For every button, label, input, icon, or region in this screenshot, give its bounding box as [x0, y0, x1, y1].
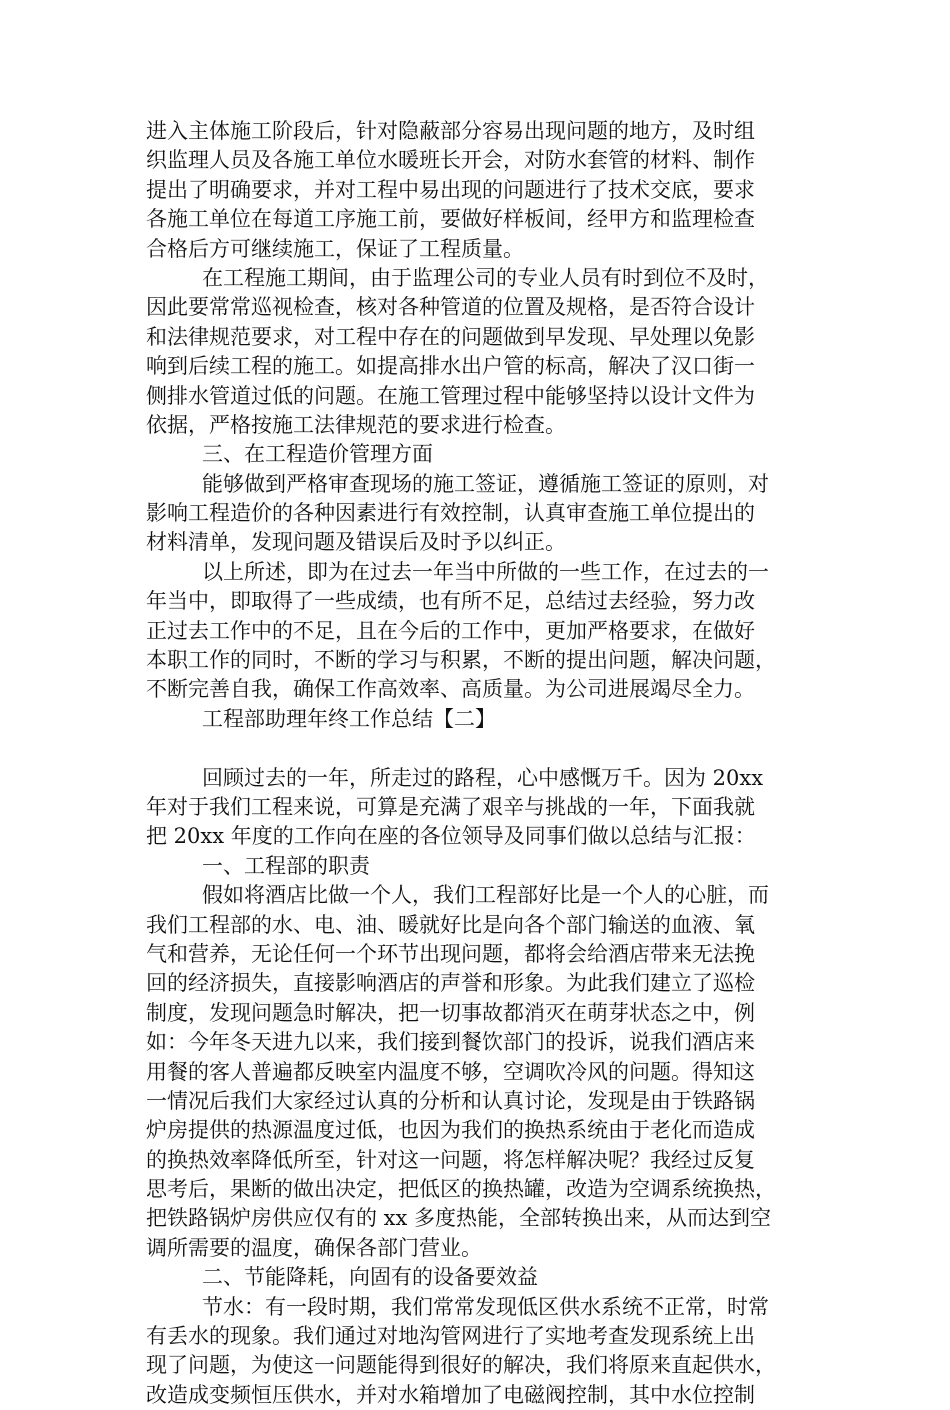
text-line: 我们工程部的水、电、油、暖就好比是向各个部门输送的血液、氧 [146, 912, 755, 937]
text-line: 节水：有一段时期，我们常常发现低区供水系统不正常，时常 [202, 1294, 769, 1319]
text-line: 把铁路锅炉房供应仅有的 xx 多度热能，全部转换出来，从而达到空 [146, 1206, 772, 1231]
text-line: 和法律规范要求，对工程中存在的问题做到早发现、早处理以免影 [146, 324, 755, 349]
text-line: 进入主体施工阶段后，针对隐蔽部分容易出现问题的地方，及时组 [146, 119, 755, 143]
document-page [146, 117, 818, 1410]
text-line: 一情况后我们大家经过认真的分析和认真讨论，发现是由于铁路锅 [146, 1088, 755, 1113]
text-line: 假如将酒店比做一个人，我们工程部好比是一个人的心脏，而 [202, 883, 769, 908]
text-line: 在工程施工期间，由于监理公司的专业人员有时到位不及时， [202, 265, 769, 290]
text-line: 回的经济损失，直接影响酒店的声誉和形象。为此我们建立了巡检 [146, 971, 755, 996]
text-line: 改造成变频恒压供水，并对水箱增加了电磁阀控制，其中水位控制 [146, 1382, 755, 1407]
text-line: 如：今年冬天进九以来，我们接到餐饮部门的投诉，说我们酒店来 [146, 1030, 755, 1055]
text-line: 制度，发现问题急时解决，把一切事故都消灭在萌芽状态之中，例 [146, 1000, 755, 1025]
text-line: 现了问题，为使这一问题能得到很好的解决，我们将原来直起供水， [146, 1353, 776, 1378]
text-line: 响到后续工程的施工。如提高排水出户管的标高，解决了汉口街一 [146, 354, 755, 379]
text-line: 炉房提供的热源温度过低，也因为我们的换热系统由于老化而造成 [146, 1118, 755, 1143]
text-line: 依据，严格按施工法律规范的要求进行检查。 [146, 412, 566, 437]
text-line: 织监理人员及各施工单位水暖班长开会，对防水套管的材料、制作 [146, 148, 755, 173]
blank-line [146, 734, 818, 763]
text-line: 正过去工作中的不足，且在今后的工作中，更加严格要求，在做好 [146, 618, 755, 643]
text-line: 不断完善自我，确保工作高效率、高质量。为公司进展竭尽全力。 [146, 677, 755, 702]
text-line: 年当中，即取得了一些成绩，也有所不足，总结过去经验，努力改 [146, 589, 755, 614]
text-line: 提出了明确要求，并对工程中易出现的问题进行了技术交底，要求 [146, 177, 755, 202]
text-line: 调所需要的温度，确保各部门营业。 [146, 1235, 482, 1260]
text-line: 以上所述，即为在过去一年当中所做的一些工作，在过去的一 [202, 559, 769, 584]
text-line: 侧排水管道过低的问题。在施工管理过程中能够坚持以设计文件为 [146, 383, 755, 408]
text-line: 二、节能降耗，向固有的设备要效益 [202, 1265, 538, 1290]
text-line: 影响工程造价的各种因素进行有效控制，认真审查施工单位提出的 [146, 501, 755, 526]
text-line: 思考后，果断的做出决定，把低区的换热罐，改造为空调系统换热， [146, 1177, 776, 1202]
text-line: 年对于我们工程来说，可算是充满了艰辛与挑战的一年，下面我就 [146, 794, 755, 819]
text-line: 工程部助理年终工作总结【二】 [202, 706, 496, 731]
text-line: 气和营养，无论任何一个环节出现问题，都将会给酒店带来无法挽 [146, 941, 755, 966]
text-line: 回顾过去的一年，所走过的路程，心中感慨万千。因为 20xx [202, 765, 764, 790]
text-line: 材料清单，发现问题及错误后及时予以纠正。 [146, 530, 566, 555]
text-line: 能够做到严格审查现场的施工签证，遵循施工签证的原则，对 [202, 471, 769, 496]
text-line: 各施工单位在每道工序施工前，要做好样板间，经甲方和监理检查 [146, 207, 755, 232]
text-line: 因此要常常巡视检查，核对各种管道的位置及规格，是否符合设计 [146, 295, 755, 320]
text-line: 合格后方可继续施工，保证了工程质量。 [146, 236, 524, 261]
text-line: 把 20xx 年度的工作向在座的各位领导及同事们做以总结与汇报： [146, 824, 756, 849]
text-line: 一、工程部的职责 [202, 853, 370, 878]
text-line: 的换热效率降低所至，针对这一问题，将怎样解决呢？我经过反复 [146, 1147, 755, 1172]
text-line: 本职工作的同时，不断的学习与积累，不断的提出问题，解决问题， [146, 648, 776, 673]
text-line: 三、在工程造价管理方面 [202, 442, 433, 467]
text-line: 有丢水的现象。我们通过对地沟管网进行了实地考查发现系统上出 [146, 1324, 755, 1349]
text-line: 用餐的客人普遍都反映室内温度不够，空调吹冷风的问题。得知这 [146, 1059, 755, 1084]
